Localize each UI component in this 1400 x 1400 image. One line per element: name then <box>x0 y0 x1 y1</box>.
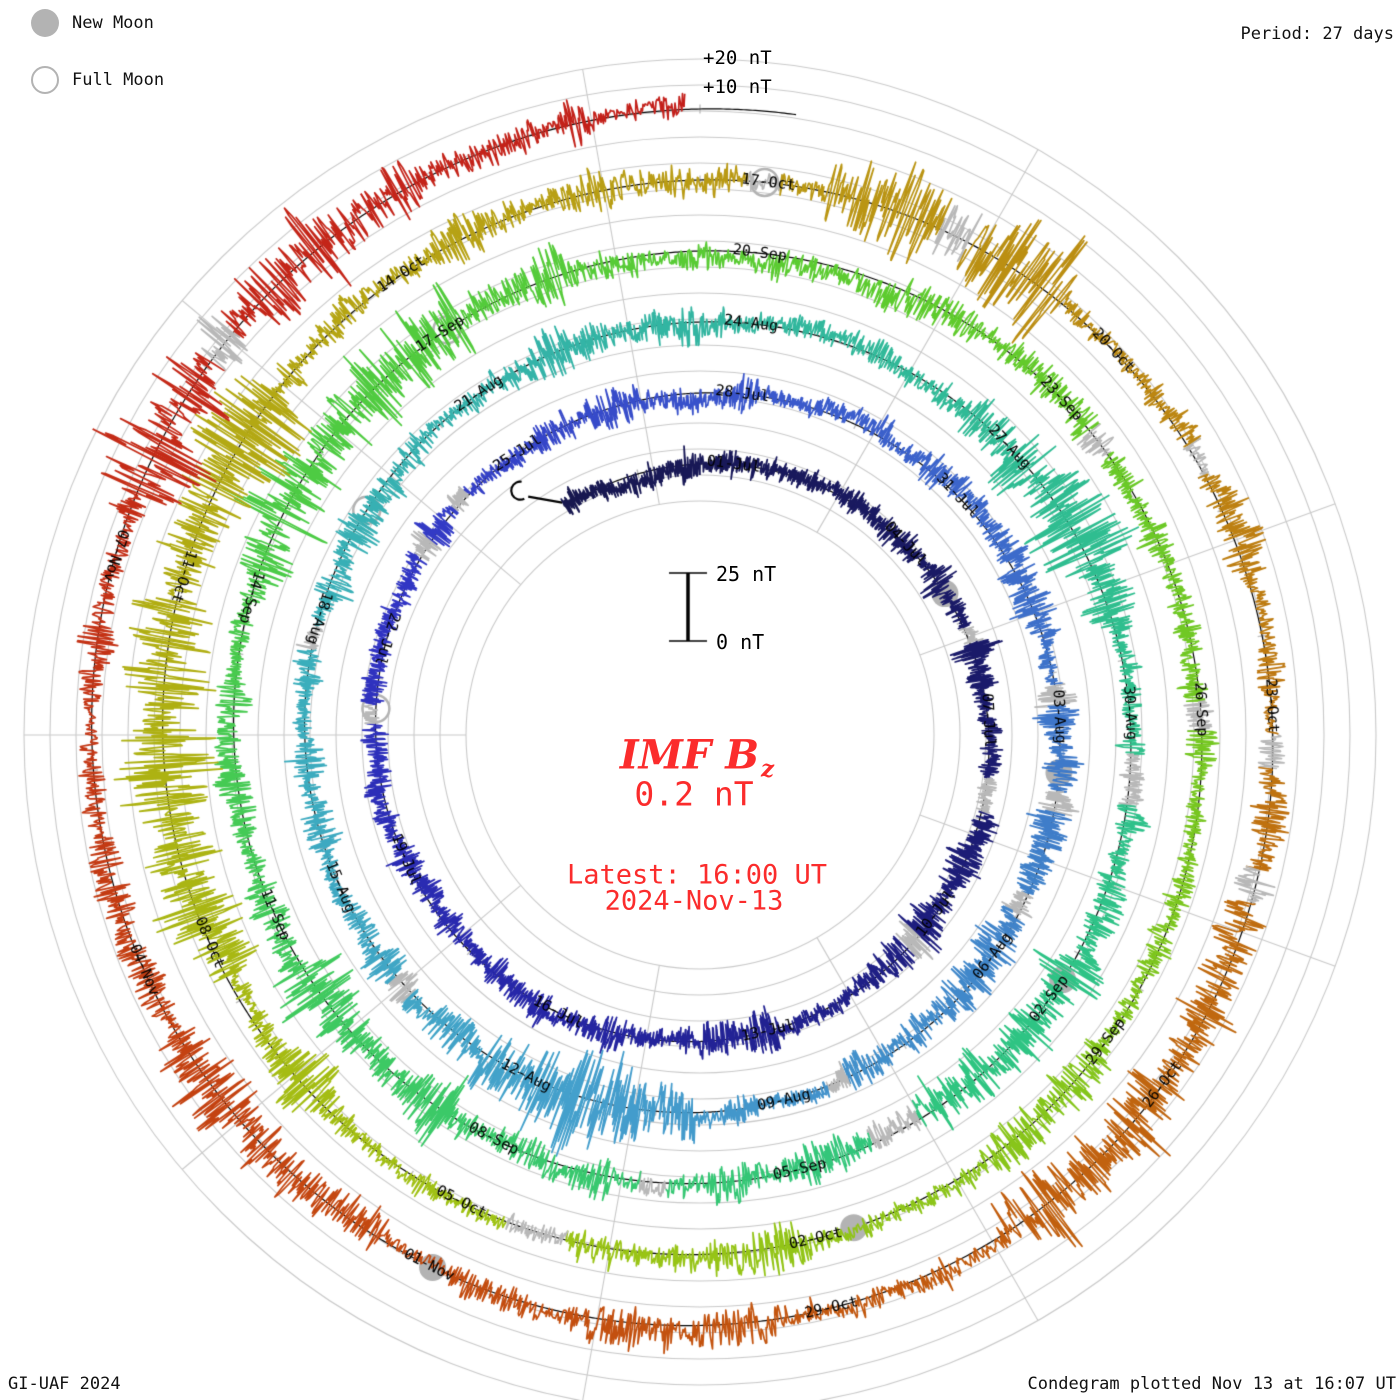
legend-new-moon-label: New Moon <box>72 13 154 33</box>
full-moon-icon <box>31 66 59 94</box>
gridline-label-plus10: +10 nT <box>703 76 772 98</box>
center-title-main: IMF B <box>619 731 760 779</box>
center-value: 0.2 nT <box>634 774 754 814</box>
scalebar-label-25nt: 25 nT <box>716 562 777 586</box>
center-title-sub: z <box>761 755 775 783</box>
footer-credit: GI-UAF 2024 <box>8 1374 121 1394</box>
legend-full-moon-label: Full Moon <box>72 70 165 90</box>
period-label: Period: 27 days <box>1240 24 1394 44</box>
scalebar-label-0nt: 0 nT <box>716 630 765 654</box>
latest-date: 2024-Nov-13 <box>604 885 784 917</box>
new-moon-icon <box>31 9 59 37</box>
footer-plotted: Condegram plotted Nov 13 at 16:07 UT <box>1027 1374 1396 1394</box>
latest-time: Latest: 16:00 UT <box>566 859 828 891</box>
gridline-label-plus20: +20 nT <box>703 47 772 69</box>
